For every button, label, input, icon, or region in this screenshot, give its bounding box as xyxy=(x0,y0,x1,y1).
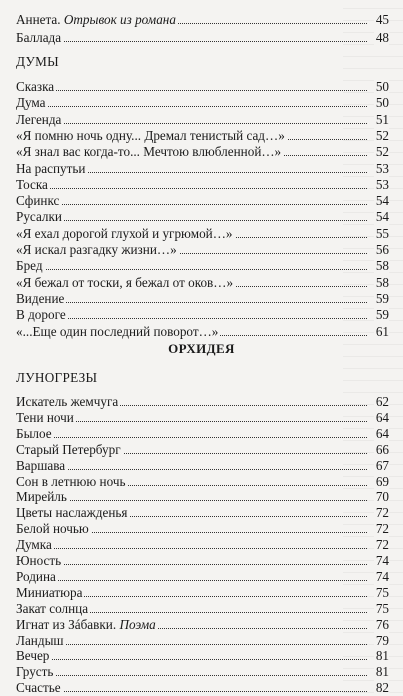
entry-title xyxy=(16,585,84,601)
dot-leader xyxy=(16,188,367,189)
dot-leader xyxy=(16,123,367,124)
entry-title-text: Сфинкс xyxy=(16,193,60,209)
dot-leader xyxy=(16,41,367,42)
toc-entry xyxy=(16,112,389,128)
entry-title-text: «Я помню ночь одну... Дремал тенистый сад…» xyxy=(16,127,285,143)
page-number: 53 xyxy=(375,160,389,176)
entry-title xyxy=(16,537,54,553)
entry-title-text: Аннета. xyxy=(16,12,61,27)
entry-title-text: Ландыш xyxy=(16,632,64,648)
toc-entry xyxy=(16,394,389,410)
page-number: 79 xyxy=(375,632,389,648)
entry-title xyxy=(16,242,179,258)
toc-entry xyxy=(16,12,389,28)
entry-title xyxy=(16,633,66,649)
dot-leader xyxy=(16,644,367,645)
toc-entry xyxy=(16,474,389,490)
toc-entry xyxy=(16,505,389,521)
page-number: 82 xyxy=(375,680,389,696)
entry-title-text: Белой ночью xyxy=(16,521,89,537)
dot-leader xyxy=(16,204,367,205)
entry-title-text: Счастье xyxy=(16,680,61,696)
entry-title xyxy=(16,177,50,193)
entry-title xyxy=(16,394,120,410)
book-title-orkhideya: ОРХИДЕЯ xyxy=(168,341,235,356)
entry-title-text: Былое xyxy=(16,425,52,441)
entry-title xyxy=(16,112,63,128)
page-number: 81 xyxy=(375,648,389,664)
page-number: 56 xyxy=(375,242,389,257)
toc-entry xyxy=(16,79,389,95)
toc-entry xyxy=(16,426,389,442)
section-heading-lunogrezy: ЛУНОГРЕЗЫ xyxy=(16,370,98,385)
toc-entry xyxy=(16,144,389,160)
dot-leader xyxy=(16,564,367,565)
page-number: 61 xyxy=(375,323,389,339)
entry-title-text: Закат солнца xyxy=(16,600,89,616)
dot-leader xyxy=(16,90,367,91)
dot-leader xyxy=(16,675,367,676)
entry-title xyxy=(16,324,220,340)
toc-entry xyxy=(16,569,389,585)
toc-entry xyxy=(16,30,389,46)
toc-entry xyxy=(16,521,389,537)
toc-entry xyxy=(16,680,389,696)
toc-entry xyxy=(16,585,389,601)
entry-title xyxy=(16,521,91,537)
entry-title xyxy=(16,474,127,490)
toc-entry xyxy=(16,410,389,426)
page-number: 76 xyxy=(375,616,389,632)
page-number: 58 xyxy=(375,258,389,274)
toc-entry xyxy=(16,161,389,177)
page-number: 74 xyxy=(375,568,389,584)
page-number: 51 xyxy=(375,111,389,127)
page-number: 72 xyxy=(375,505,389,521)
entry-title-text: Юность xyxy=(16,553,62,568)
entry-title xyxy=(16,307,68,323)
entry-title xyxy=(16,664,55,680)
entry-title xyxy=(16,161,87,177)
toc-entry xyxy=(16,258,389,274)
entry-title xyxy=(16,193,61,209)
dot-leader xyxy=(16,580,367,581)
section-heading-dumy: ДУМЫ xyxy=(16,54,59,69)
entry-title-text: Игнат из Зáбавки. xyxy=(16,616,117,632)
toc-entry xyxy=(16,128,389,144)
entry-title-text: «...Еще один последний поворот…» xyxy=(16,323,219,339)
toc-entry xyxy=(16,307,389,323)
entry-title xyxy=(16,601,90,617)
page-number: 45 xyxy=(375,12,389,27)
page-number: 69 xyxy=(375,473,389,489)
page-number: 72 xyxy=(375,521,389,537)
entry-title xyxy=(16,505,129,521)
entry-title xyxy=(16,30,63,46)
page-number: 48 xyxy=(375,30,389,45)
entry-title-text: На распутьи xyxy=(16,160,86,176)
entry-title xyxy=(16,291,66,307)
page-number: 64 xyxy=(375,425,389,441)
page-number: 59 xyxy=(375,307,389,323)
dot-leader xyxy=(16,437,367,438)
toc-entry xyxy=(16,275,389,291)
entry-title-text: «Я искал разгадку жизни…» xyxy=(16,242,177,257)
dot-leader xyxy=(16,548,367,549)
dot-leader xyxy=(16,220,367,221)
dot-leader xyxy=(16,691,367,692)
dot-leader xyxy=(16,269,367,270)
toc-entry xyxy=(16,537,389,553)
entry-title-text: «Я бежал от тоски, я бежал от оков…» xyxy=(16,274,234,290)
entry-title xyxy=(16,128,287,144)
toc-entry xyxy=(16,442,389,458)
entry-title-text: Легенда xyxy=(16,111,62,127)
page-number: 72 xyxy=(375,537,389,553)
entry-title xyxy=(16,426,54,442)
page-number: 81 xyxy=(375,664,389,680)
dot-leader xyxy=(16,302,367,303)
entry-title-text: Грусть xyxy=(16,664,54,680)
page-number: 70 xyxy=(375,489,389,505)
entry-title xyxy=(16,617,158,633)
page-number: 59 xyxy=(375,290,389,306)
entry-title xyxy=(16,553,63,569)
entry-title xyxy=(16,569,58,585)
entry-title xyxy=(16,489,69,505)
entry-title-text: Баллада xyxy=(16,30,62,45)
dot-leader xyxy=(16,659,367,660)
page-number: 52 xyxy=(375,144,389,160)
entry-subtitle: Отрывок из романа xyxy=(63,12,176,27)
toc-entry xyxy=(16,553,389,569)
entry-title-text: Русалки xyxy=(16,209,62,225)
page-number: 64 xyxy=(375,409,389,425)
entry-title-text: Старый Петербург xyxy=(16,441,121,457)
entry-title-text: Миниатюра xyxy=(16,584,83,600)
toc-entry xyxy=(16,458,389,474)
entry-title-text: Дума xyxy=(16,95,46,111)
entry-title-text: Бред xyxy=(16,258,43,274)
toc-entry xyxy=(16,664,389,680)
toc-entry xyxy=(16,177,389,193)
dot-leader xyxy=(16,318,367,319)
entry-title-text: Тоска xyxy=(16,176,48,192)
entry-title-text: Цветы наслажденья xyxy=(16,505,128,521)
toc-entry xyxy=(16,209,389,225)
entry-title-text: Сон в летнюю ночь xyxy=(16,473,126,489)
entry-title xyxy=(16,442,123,458)
page-number: 75 xyxy=(375,600,389,616)
page-number: 50 xyxy=(375,95,389,111)
entry-title xyxy=(16,226,235,242)
dot-leader xyxy=(16,106,367,107)
entry-subtitle: Поэма xyxy=(119,616,156,632)
toc-entry xyxy=(16,226,389,242)
entry-title xyxy=(16,410,76,426)
toc-entry xyxy=(16,242,389,258)
toc-entry xyxy=(16,633,389,649)
entry-title xyxy=(16,79,56,95)
entry-title-text: Думка xyxy=(16,537,52,553)
toc-entry xyxy=(16,324,389,340)
dot-leader xyxy=(16,469,367,470)
entry-title xyxy=(16,258,45,274)
entry-title-text: «Я знал вас когда-то... Мечтою влюбленной…» xyxy=(16,144,282,160)
entry-title-text: Видение xyxy=(16,290,65,306)
toc-entry xyxy=(16,601,389,617)
entry-title-text: «Я ехал дорогой глухой и угрюмой…» xyxy=(16,225,233,241)
entry-title-text: В дороге xyxy=(16,307,66,323)
page-number: 74 xyxy=(375,553,389,568)
page-number: 62 xyxy=(375,394,389,409)
page-number: 75 xyxy=(375,584,389,600)
entry-title xyxy=(16,680,63,696)
toc-entry xyxy=(16,489,389,505)
page-number: 55 xyxy=(375,225,389,241)
entry-title xyxy=(16,209,64,225)
page-number: 54 xyxy=(375,209,389,225)
toc-entry xyxy=(16,291,389,307)
toc-entry xyxy=(16,617,389,633)
entry-title-text: Мирейль xyxy=(16,489,67,505)
entry-title-text: Тени ночи xyxy=(16,409,74,425)
page-number: 67 xyxy=(375,457,389,473)
entry-title-text: Сказка xyxy=(16,79,55,94)
entry-title-text: Вечер xyxy=(16,648,50,664)
entry-title xyxy=(16,648,51,664)
entry-title-text: Варшава xyxy=(16,457,66,473)
entry-title-text: Искатель жемчуга xyxy=(16,394,119,409)
entry-title-text: Родина xyxy=(16,568,56,584)
page-number: 50 xyxy=(375,79,389,94)
page-number: 53 xyxy=(375,176,389,192)
page-number: 58 xyxy=(375,274,389,290)
entry-title xyxy=(16,458,67,474)
page-number: 52 xyxy=(375,127,389,143)
entry-title xyxy=(16,144,283,160)
page-number: 54 xyxy=(375,193,389,209)
page-number: 66 xyxy=(375,441,389,457)
toc-entry xyxy=(16,95,389,111)
toc-entry xyxy=(16,193,389,209)
entry-title xyxy=(16,95,48,111)
entry-title xyxy=(16,12,178,28)
entry-title xyxy=(16,275,235,291)
toc-entry xyxy=(16,648,389,664)
